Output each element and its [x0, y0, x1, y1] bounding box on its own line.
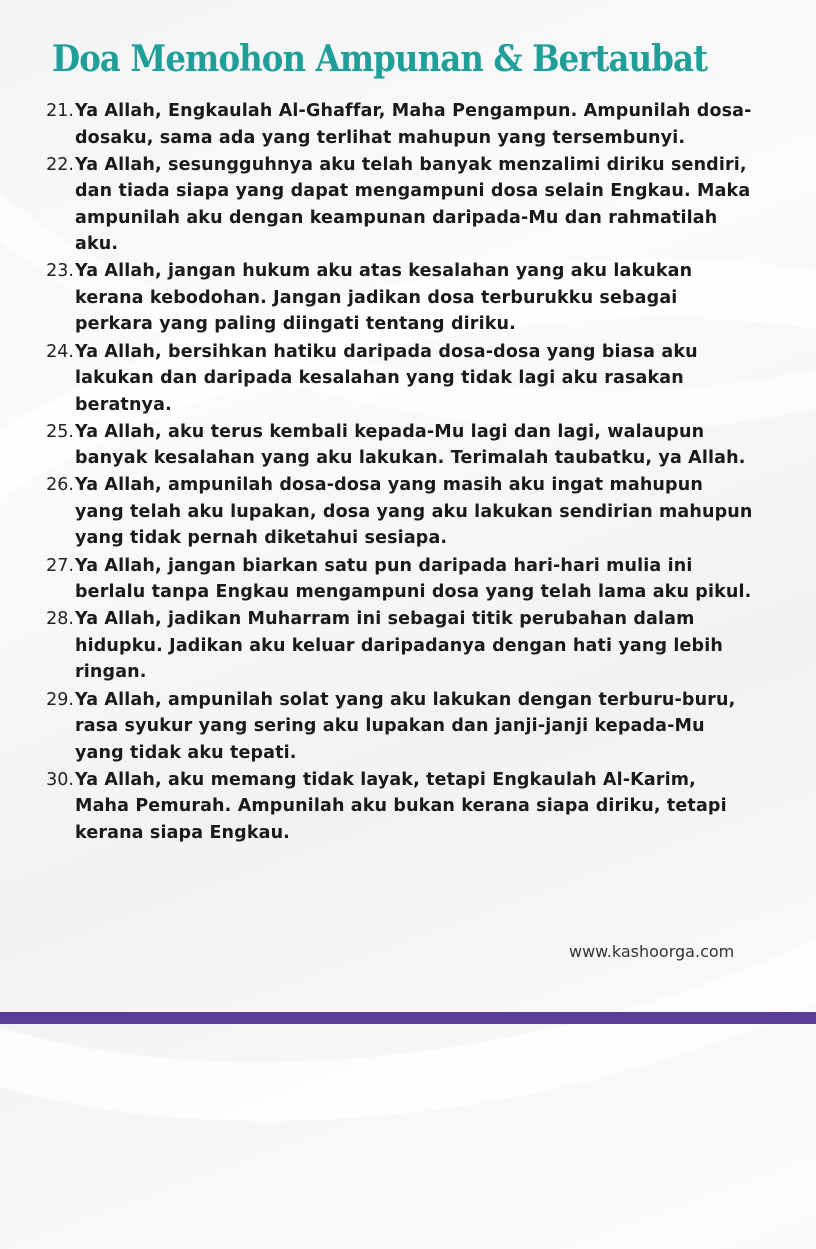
item-text: Ya Allah, aku terus kembali kepada-Mu lagi dan lagi, walaupun banyak kesalahan yang aku lakukan. Terimalah taubatku, ya Allah.: [75, 421, 746, 469]
item-text: Ya Allah, jangan hukum aku atas kesalahan yang aku lakukan kerana kebodohan. Jangan jadikan dosa terburukku sebagai perkara yang paling diingati tentang diriku.: [75, 261, 693, 335]
list-item: [34, 152, 754, 258]
list-item: [34, 419, 754, 472]
item-text: Ya Allah, Engkaulah Al-Ghaffar, Maha Pengampun. Ampunilah dosa-dosaku, sama ada yang terlihat mahupun yang tersembunyi.: [75, 101, 752, 148]
list-item: [34, 339, 754, 419]
item-number: 30.: [46, 769, 74, 790]
list-item: [34, 472, 754, 552]
item-text: Ya Allah, jadikan Muharram ini sebagai titik perubahan dalam hidupku. Jadikan aku keluar daripadanya dengan hati yang lebih ringan.: [75, 609, 723, 683]
website-url: www.kashoorga.com: [569, 942, 735, 961]
item-number: 25.: [46, 421, 74, 442]
item-text: Ya Allah, aku memang tidak layak, tetapi Engkaulah Al-Karim, Maha Pemurah. Ampunilah aku bukan kerana siapa diriku, tetapi kerana siapa Engkau.: [75, 769, 727, 843]
list-item: [34, 553, 754, 606]
item-number: 29.: [46, 689, 74, 710]
item-text: Ya Allah, ampunilah dosa-dosa yang masih aku ingat mahupun yang telah aku lupakan, dosa yang aku lakukan sendirian mahupun yang tidak pernah diketahui sesiapa.: [75, 475, 753, 549]
item-number: 23.: [46, 261, 74, 282]
item-number: 22.: [46, 154, 74, 175]
list-item: [34, 767, 754, 847]
page-title: Doa Memohon Ampunan & Bertaubat: [52, 38, 708, 80]
list-item: [34, 98, 754, 151]
item-text: Ya Allah, jangan biarkan satu pun daripada hari-hari mulia ini berlalu tanpa Engkau mengampuni dosa yang telah lama aku pikul.: [75, 555, 752, 603]
item-number: 24.: [46, 341, 74, 362]
list-item: [34, 258, 754, 338]
bottom-bar: [0, 1012, 816, 1024]
item-text: Ya Allah, sesungguhnya aku telah banyak menzalimi diriku sendiri, dan tiada siapa yang dapat mengampuni dosa selain Engkau. Maka ampunilah aku dengan keampunan daripada-Mu dan rahmatilah aku.: [75, 154, 751, 255]
item-number: 21.: [46, 101, 74, 121]
item-number: 26.: [46, 475, 74, 496]
list-item: [34, 687, 754, 767]
item-number: 28.: [46, 609, 74, 630]
item-number: 27.: [46, 555, 74, 576]
prayer-list: [34, 98, 754, 847]
item-text: Ya Allah, ampunilah solat yang aku lakukan dengan terburu-buru, rasa syukur yang sering aku lupakan dan janji-janji kepada-Mu yang tidak aku tepati.: [75, 689, 736, 763]
item-text: Ya Allah, bersihkan hatiku daripada dosa-dosa yang biasa aku lakukan dan daripada kesalahan yang tidak lagi aku rasakan beratnya.: [75, 341, 698, 415]
list-item: [34, 606, 754, 686]
